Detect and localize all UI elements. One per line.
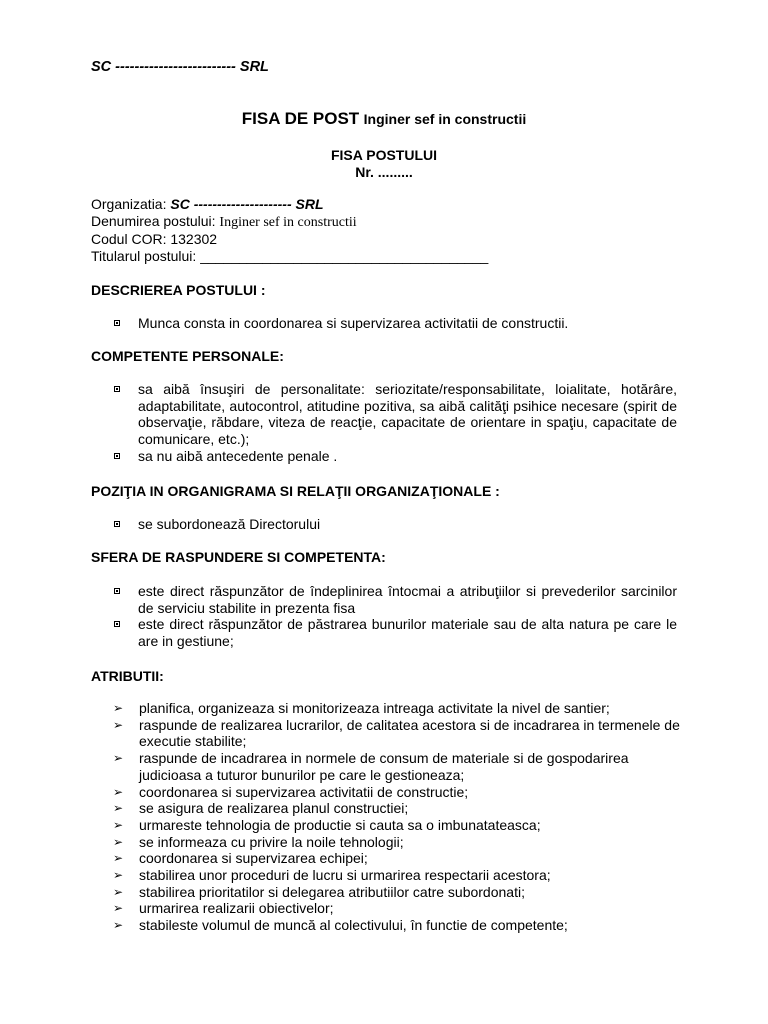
arrow-bullet-icon: ➢ (113, 884, 124, 899)
list-item (113, 817, 683, 834)
post-label: Denumirea postului: (91, 212, 220, 229)
list-item-text: se subordonează Directorului (138, 516, 321, 532)
square-bullet-icon (114, 521, 120, 527)
company-line: SC ------------------------- SRL (91, 59, 269, 75)
arrow-bullet-icon: ➢ (113, 851, 124, 866)
arrow-bullet-icon: ➢ (113, 784, 124, 799)
list-item (113, 884, 683, 901)
arrow-bullet-icon: ➢ (113, 834, 124, 849)
square-bullet-icon (114, 386, 120, 392)
list-item-text: Munca consta in coordonarea si supervizarea activitatii de constructii. (138, 315, 569, 331)
list-item (113, 834, 683, 851)
list-pozitia (110, 516, 677, 533)
list-item-text: raspunde de incadrarea in normele de consum de materiale si de gospodarirea judicioasa a tuturor bunurilor pe care le gestioneaza; (139, 750, 629, 783)
list-item (113, 784, 683, 801)
square-bullet-icon (114, 588, 120, 594)
list-item (113, 717, 683, 750)
holder-row: Titularul postului: _____________________________________ (91, 247, 489, 264)
square-bullet-icon (114, 621, 120, 627)
list-item-text: stabilirea unor proceduri de lucru si urmarirea respectarii acestora; (139, 867, 551, 884)
subtitle-number: Nr. ......... (355, 164, 413, 180)
list-item-text: planifica, organizeaza si monitorizeaza intreaga activitate la nivel de santier; (139, 700, 610, 716)
list-item (113, 750, 683, 783)
list-item-text: sa nu aibă antecedente penale . (138, 447, 338, 464)
list-item-text: se asigura de realizarea planul constructiei; (139, 800, 409, 817)
list-item-text: este direct răspunzător de păstrarea bunurilor materiale sau de alta natura pe care le are in gestiune; (138, 616, 677, 650)
post-value: Inginer sef in constructii (219, 214, 357, 230)
list-competente (110, 381, 677, 465)
list-item (110, 448, 677, 465)
list-item-text: sa aibă însuşiri de personalitate: seriozitate/responsabilitate, loialitate, hotărâre, adaptabilitate, autocontrol, atitudine pozitiva, sa aibă calităţi psihice necesare (spirit de observaţie, răbdare, viteza de reacţie, capacitate de orientare in spaţiu, capacitate de comunicare, etc.); (138, 381, 677, 448)
arrow-bullet-icon: ➢ (113, 717, 124, 732)
square-bullet-icon (114, 320, 120, 326)
org-value: SC --------------------- SRL (170, 196, 324, 212)
list-item (113, 917, 683, 934)
list-item-text: coordonarea si supervizarea echipei; (139, 850, 368, 867)
title-sub: Inginer sef in constructii (363, 111, 527, 127)
list-descriere (110, 315, 677, 332)
arrow-bullet-icon: ➢ (113, 801, 124, 816)
list-item-text: stabilirea prioritatilor si delegarea atributiilor catre subordonati; (139, 883, 525, 900)
list-item (113, 867, 683, 884)
square-bullet-icon (114, 453, 120, 459)
list-item-text: este direct răspunzător de îndeplinirea întocmai a atribuţiilor si prevederilor sarcinilor de serviciu stabilite in prezenta fisa (138, 583, 677, 616)
cor-row: Codul COR: 132302 (91, 231, 218, 247)
list-item (113, 800, 683, 817)
document-title (0, 109, 768, 129)
list-sfera (110, 583, 677, 650)
list-item (110, 516, 677, 533)
list-item-text: stabileste volumul de muncă al colectivului, în functie de competente; (139, 917, 568, 934)
info-block (91, 196, 488, 264)
list-item-text: urmarirea realizarii obiectivelor; (139, 900, 334, 917)
list-item-text: coordonarea si supervizarea activitatii de constructie; (139, 783, 469, 800)
list-item (113, 850, 683, 867)
arrow-bullet-icon: ➢ (113, 918, 124, 933)
list-item (110, 616, 677, 649)
list-item (110, 381, 677, 448)
org-label: Organizatia: (91, 196, 171, 212)
list-atributii (113, 700, 683, 934)
list-item (113, 700, 683, 717)
arrow-bullet-icon: ➢ (113, 868, 124, 883)
arrow-bullet-icon: ➢ (113, 901, 124, 916)
section-heading-atributii: ATRIBUTII: (91, 668, 164, 684)
post-row (91, 213, 488, 232)
list-item (110, 583, 677, 616)
subtitle-line1: FISA POSTULUI (330, 147, 438, 163)
arrow-bullet-icon: ➢ (113, 751, 124, 766)
section-heading-descriere: DESCRIEREA POSTULUI : (91, 282, 266, 298)
section-heading-competente: COMPETENTE PERSONALE: (91, 348, 284, 364)
list-item-text: raspunde de realizarea lucrarilor, de calitatea acestora si de incadrarea in termenele de executie stabilite; (139, 716, 680, 750)
list-item (113, 900, 683, 917)
arrow-bullet-icon: ➢ (113, 817, 124, 832)
org-row (91, 196, 488, 213)
arrow-bullet-icon: ➢ (113, 701, 124, 715)
section-heading-sfera: SFERA DE RASPUNDERE SI COMPETENTA: (91, 549, 386, 565)
list-item-text: urmareste tehnologia de productie si cauta sa o imbunatateasca; (139, 816, 541, 833)
title-main: FISA DE POST (241, 109, 360, 128)
document-subtitle (0, 147, 768, 181)
section-heading-pozitia: POZIŢIA IN ORGANIGRAMA SI RELAŢII ORGANIZAŢIONALE : (91, 483, 500, 499)
list-item-text: se informeaza cu privire la noile tehnologii; (139, 833, 404, 850)
list-item (110, 315, 677, 332)
